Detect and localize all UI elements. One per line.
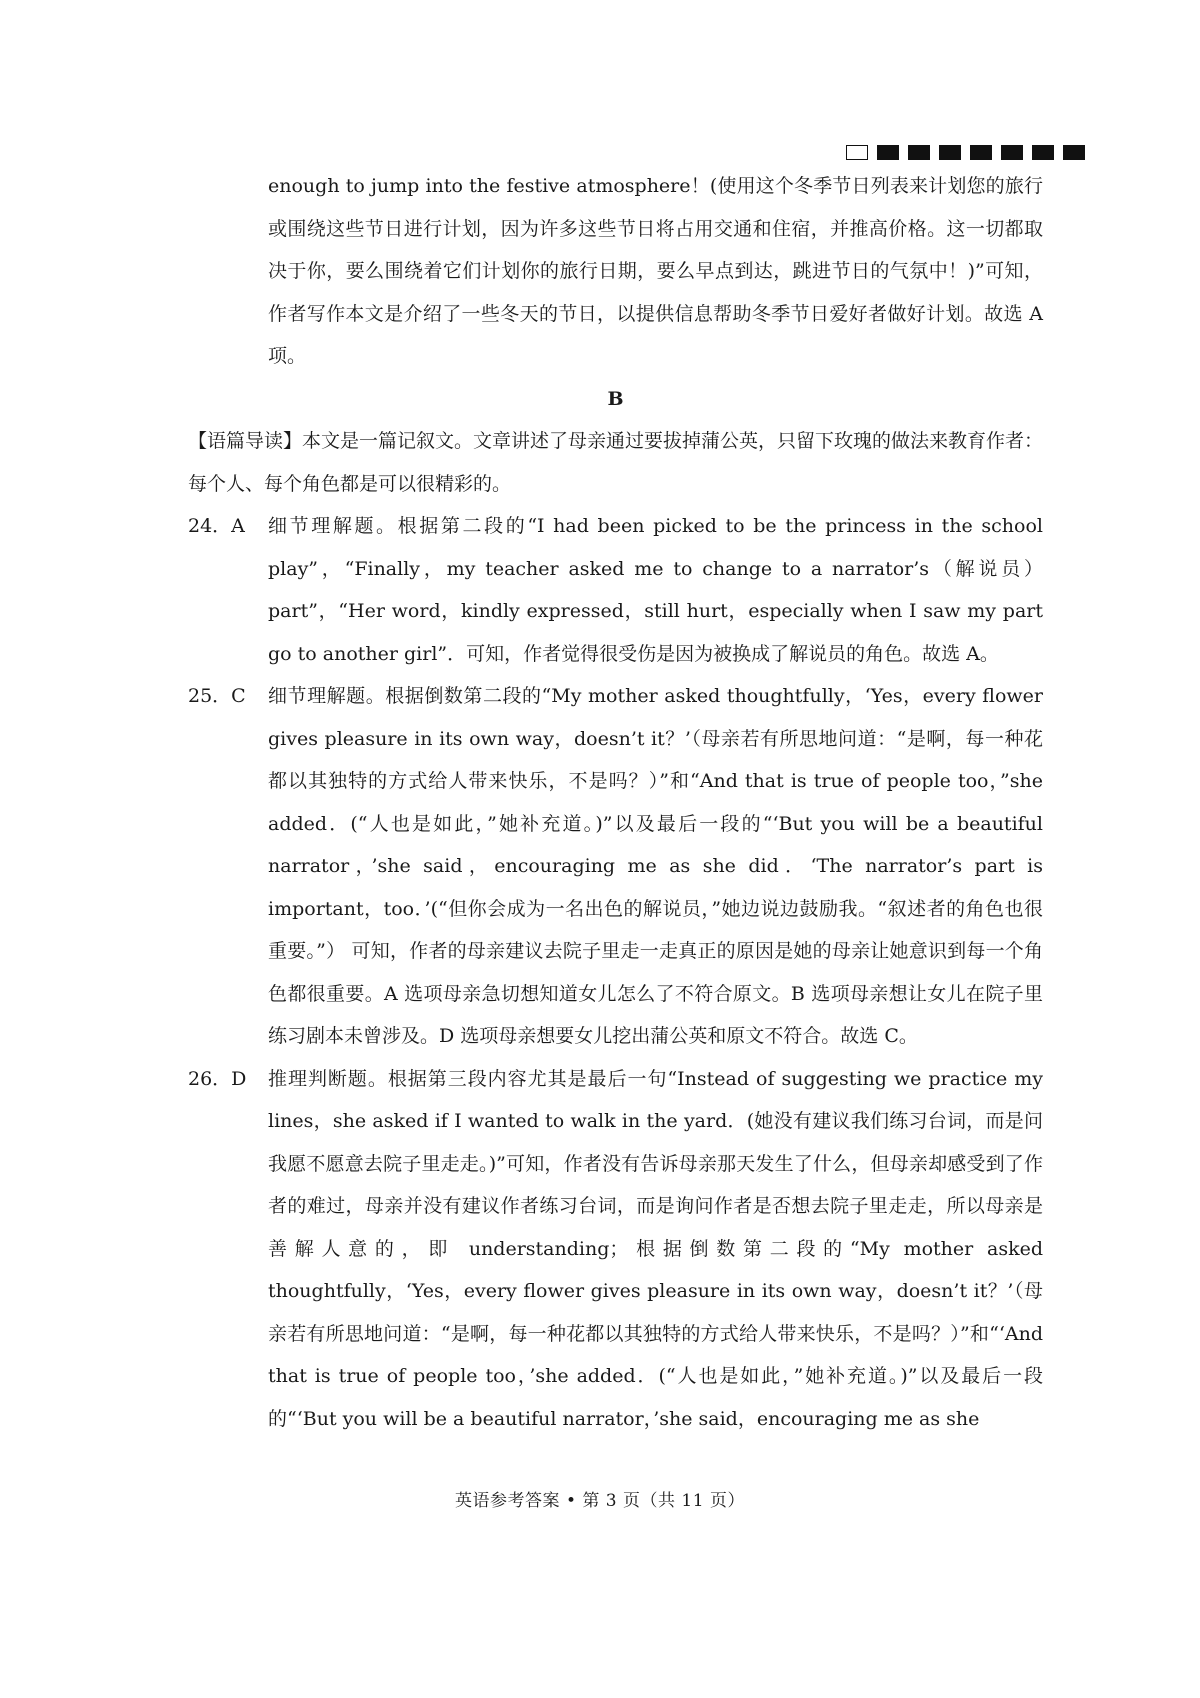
filled-square-mark (1063, 145, 1085, 160)
filled-square-mark (939, 145, 961, 160)
filled-square-mark (877, 145, 899, 160)
filled-square-mark (1001, 145, 1023, 160)
hollow-square-mark (846, 145, 868, 160)
page-footer: 英语参考答案 • 第 3 页（共 11 页） (455, 1491, 745, 1511)
answer-item (188, 1058, 1043, 1441)
answer-label: 25．C (188, 685, 246, 707)
passage-intro: 【语篇导读】本文是一篇记叙文。文章讲述了母亲通过要拔掉蒲公英，只留下玫瑰的做法来教育作者：每个人、每个角色都是可以很精彩的。 (188, 430, 1044, 495)
answer-explanation: 细节理解题。根据第二段的“I had been picked to be the princess in the school play”，“Finally，my teacher asked me to change to a narrator’s（解说员）part”，“Her word，kindly expressed，still hurt，especially when I saw my part go to another girl”．可知，作者觉得很受伤是因为被换成了解说员的角色。故选 A。 (268, 515, 1043, 665)
answer-label: 24．A (188, 515, 245, 537)
section-title: B (607, 387, 624, 410)
answer-explanation: 细节理解题。根据倒数第二段的“My mother asked thoughtfully，‘Yes，every flower gives pleasure in its own way，doesn’t it？’（母亲若有所思地问道：“是啊，每一种花都以其独特的方式给人带来快乐，不是吗？）”和“And that is true of people too，”she added．(“人也是如此，”她补充道。)”以及最后一段的“‘But you will be a beautiful narrator，’she said，encouraging me as she did．‘The narrator’s part is important，too．’(“但你会成为一名出色的解说员，”她边说边鼓励我。“叙述者的角色也很重要。”） 可知，作者的母亲建议去院子里走一走真正的原因是她的母亲让她意识到每一个角色都很重要。A 选项母亲急切想知道女儿怎么了不符合原文。B 选项母亲想让女儿在院子里练习剧本未曾涉及。D 选项母亲想要女儿挖出蒲公英和原文不符合。故选 C。 (268, 685, 1043, 1047)
previous-answer-continuation: enough to jump into the festive atmosphere！(使用这个冬季节日列表来计划您的旅行或围绕这些节日进行计划，因为许多这些节日将占用交通和住宿，并推高价格。这一切都取决于你，要么围绕着它们计划你的旅行日期，要么早点到达，跳进节日的气氛中！)”可知，作者写作本文是介绍了一些冬天的节日，以提供信息帮助冬季节日爱好者做好计划。故选 A 项。 (268, 175, 1043, 367)
answer-explanation: 推理判断题。根据第三段内容尤其是最后一句“Instead of suggesting we practice my lines，she asked if I wanted to walk in the yard．(她没有建议我们练习台词，而是问我愿不愿意去院子里走走。)”可知，作者没有告诉母亲那天发生了什么，但母亲却感受到了作者的难过，母亲并没有建议作者练习台词，而是询问作者是否想去院子里走走，所以母亲是善解人意的，即 understanding；根据倒数第二段的“My mother asked thoughtfully，‘Yes，every flower gives pleasure in its own way，doesn’t it？’（母亲若有所思地问道：“是啊，每一种花都以其独特的方式给人带来快乐，不是吗？）”和“‘And that is true of people too，’she added．(“人也是如此，”她补充道。)”以及最后一段的“‘But you will be a beautiful narrator，’she said，encouraging me as she (268, 1067, 1043, 1430)
page-content (188, 165, 1043, 1440)
answer-item (188, 675, 1043, 1058)
header-marks (846, 145, 1085, 160)
answer-item (188, 505, 1043, 675)
filled-square-mark (970, 145, 992, 160)
filled-square-mark (1032, 145, 1054, 160)
answer-label: 26．D (188, 1067, 247, 1090)
filled-square-mark (908, 145, 930, 160)
